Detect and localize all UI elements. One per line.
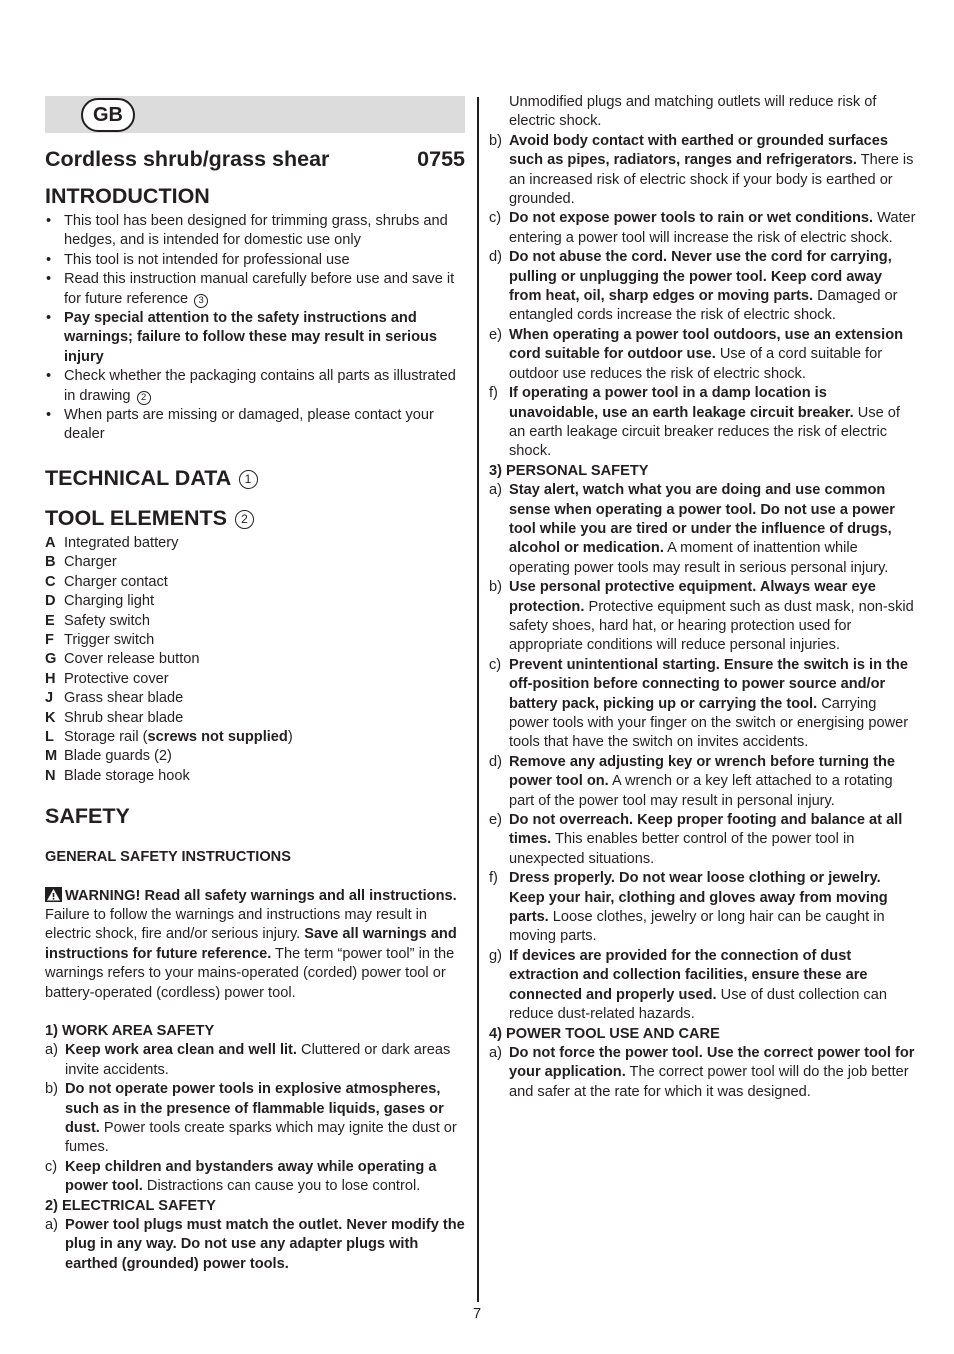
- list-item: c) Keep children and bystanders away while operating a power tool. Distractions can cause you to lose control.: [45, 1158, 437, 1195]
- power-tool-use-heading: 4) POWER TOOL USE AND CARE: [489, 1025, 720, 1042]
- list-item: • Pay special attention to the safety instructions and warnings; failure to follow these may result in serious injury: [45, 309, 465, 367]
- list-item: G Cover release button: [45, 651, 200, 668]
- document-title: Cordless shrub/grass shear: [45, 147, 330, 171]
- list-item: E Safety switch: [45, 612, 150, 629]
- work-area-safety-heading: 1) WORK AREA SAFETY: [45, 1023, 215, 1039]
- list-item: d) Remove any adjusting key or wrench before turning the power tool on. A wrench or a key left attached to a rotating part of the power tool may result in personal injury.: [489, 753, 896, 809]
- tool-elements-list: [45, 534, 465, 786]
- figure-ref-2: 2: [235, 510, 254, 529]
- general-safety-heading: GENERAL SAFETY INSTRUCTIONS: [45, 849, 291, 866]
- figure-ref-3: 3: [194, 294, 208, 308]
- list-item: A Integrated battery: [45, 534, 179, 551]
- list-item: a) Power tool plugs must match the outlet. Never modify the plug in any way. Do not use any adapter plugs with earthed (grounded) power tools.: [45, 1217, 465, 1272]
- list-item: c) Do not expose power tools to rain or wet conditions. Water entering a power tool will increase the risk of electric shock.: [489, 210, 916, 246]
- list-item: F Trigger switch: [45, 631, 155, 648]
- list-item: e) Do not overreach. Keep proper footing and balance at all times. This enables better control of the power tool in unexpected situations.: [489, 812, 903, 867]
- list-item: K Shrub shear blade: [45, 709, 184, 726]
- column-divider: [477, 97, 479, 1302]
- introduction-heading: INTRODUCTION: [45, 184, 210, 208]
- list-item: • When parts are missing or damaged, please contact your dealer: [45, 406, 465, 445]
- right-column: [489, 93, 917, 1102]
- list-item: b) Use personal protective equipment. Always wear eye protection. Protective equipment such as dust mask, non-skid safety shoes, hard hat, or hearing protection used for appropriate conditions will reduce personal injuries.: [489, 579, 914, 654]
- list-item: H Protective cover: [45, 670, 169, 687]
- list-item: • This tool has been designed for trimming grass, shrubs and hedges, and is intended for domestic use only: [45, 212, 465, 251]
- warning-paragraph: WARNING! Read all safety warnings and all instructions. Failure to follow the warnings and instructions may result in electric shock, fire and/or serious injury. Save all warnings and instructions for future reference. The term “power tool” in the warnings refers to your mains-operated (corded) power tool or battery-operated (cordless) power tool.: [45, 887, 457, 1001]
- list-item: a) Stay alert, watch what you are doing and use common sense when operating a power tool. Do not use a power tool while you are tired or under the influence of drugs, alcohol or medication. A moment of inattention while operating power tools may result in serious personal injury.: [489, 482, 895, 576]
- list-item: J Grass shear blade: [45, 690, 184, 707]
- page-number: 7: [472, 1306, 482, 1322]
- list-item: e) When operating a power tool outdoors, use an extension cord suitable for outdoor use. Use of a cord suitable for outdoor use reduces the risk of electric shock.: [489, 326, 904, 382]
- list-item: D Charging light: [45, 593, 155, 610]
- list-item: d) Do not abuse the cord. Never use the cord for carrying, pulling or unplugging the power tool. Keep cord away from heat, oil, sharp edges or moving parts. Damaged or entangled cords increase the risk of electric shock.: [489, 249, 898, 324]
- figure-ref-2: 2: [137, 391, 151, 405]
- list-item: b) Do not operate power tools in explosive atmospheres, such as in the presence of flammable liquids, gases or dust. Power tools create sparks which may ignite the dust or fumes.: [45, 1081, 457, 1156]
- personal-safety-heading: 3) PERSONAL SAFETY: [489, 462, 649, 479]
- list-item: M Blade guards (2): [45, 748, 172, 765]
- electrical-safety-heading: 2) ELECTRICAL SAFETY: [45, 1197, 216, 1214]
- list-item: C Charger contact: [45, 573, 168, 590]
- introduction-list: [45, 212, 465, 445]
- list-item: L Storage rail (screws not supplied): [45, 728, 293, 745]
- list-item: N Blade storage hook: [45, 767, 190, 784]
- list-item-continued: Unmodified plugs and matching outlets will reduce risk of electric shock.: [509, 94, 877, 130]
- figure-ref-1: 1: [239, 470, 258, 489]
- list-item: B Charger: [45, 554, 117, 571]
- tool-elements-heading: TOOL ELEMENTS 2: [45, 505, 465, 531]
- list-item: • This tool is not intended for professional use: [45, 251, 465, 270]
- list-item: • Check whether the packaging contains all parts as illustrated in drawing 2: [45, 367, 465, 406]
- model-number: 0755: [417, 147, 465, 171]
- warning-icon: [45, 887, 62, 902]
- list-item: f) If operating a power tool in a damp location is unavoidable, use an earth leakage circuit breaker. Use of an earth leakage circuit breaker reduces the risk of electric shock.: [489, 385, 900, 460]
- technical-data-heading: TECHNICAL DATA 1: [45, 465, 465, 491]
- list-item: • Read this instruction manual carefully before use and save it for future reference 3: [45, 270, 465, 309]
- list-item: f) Dress properly. Do not wear loose clothing or jewelry. Keep your hair, clothing and gloves away from moving parts. Loose clothes, jewelry or long hair can be caught in moving parts.: [489, 870, 888, 945]
- list-item: a) Keep work area clean and well lit. Cluttered or dark areas invite accidents.: [45, 1042, 451, 1078]
- language-badge: GB: [81, 98, 135, 132]
- document-title-row: [45, 146, 465, 172]
- left-column: [45, 96, 465, 1274]
- safety-heading: SAFETY: [45, 804, 130, 829]
- list-item: g) If devices are provided for the connection of dust extraction and collection facilities, ensure these are connected and properly used. Use of dust collection can reduce dust-related hazards.: [489, 947, 887, 1023]
- list-item: a) Do not force the power tool. Use the correct power tool for your application. The correct power tool will do the job better and safer at the rate for which it was designed.: [489, 1044, 915, 1100]
- list-item: b) Avoid body contact with earthed or grounded surfaces such as pipes, radiators, ranges and refrigerators. There is an increased risk of electric shock if your body is earthed or grounded.: [489, 132, 914, 208]
- language-bar: [45, 96, 465, 133]
- list-item: c) Prevent unintentional starting. Ensure the switch is in the off-position before connecting to power source and/or battery pack, picking up or carrying the tool. Carrying power tools with your finger on the switch or energising power tools that have the switch on invites accidents.: [489, 656, 909, 751]
